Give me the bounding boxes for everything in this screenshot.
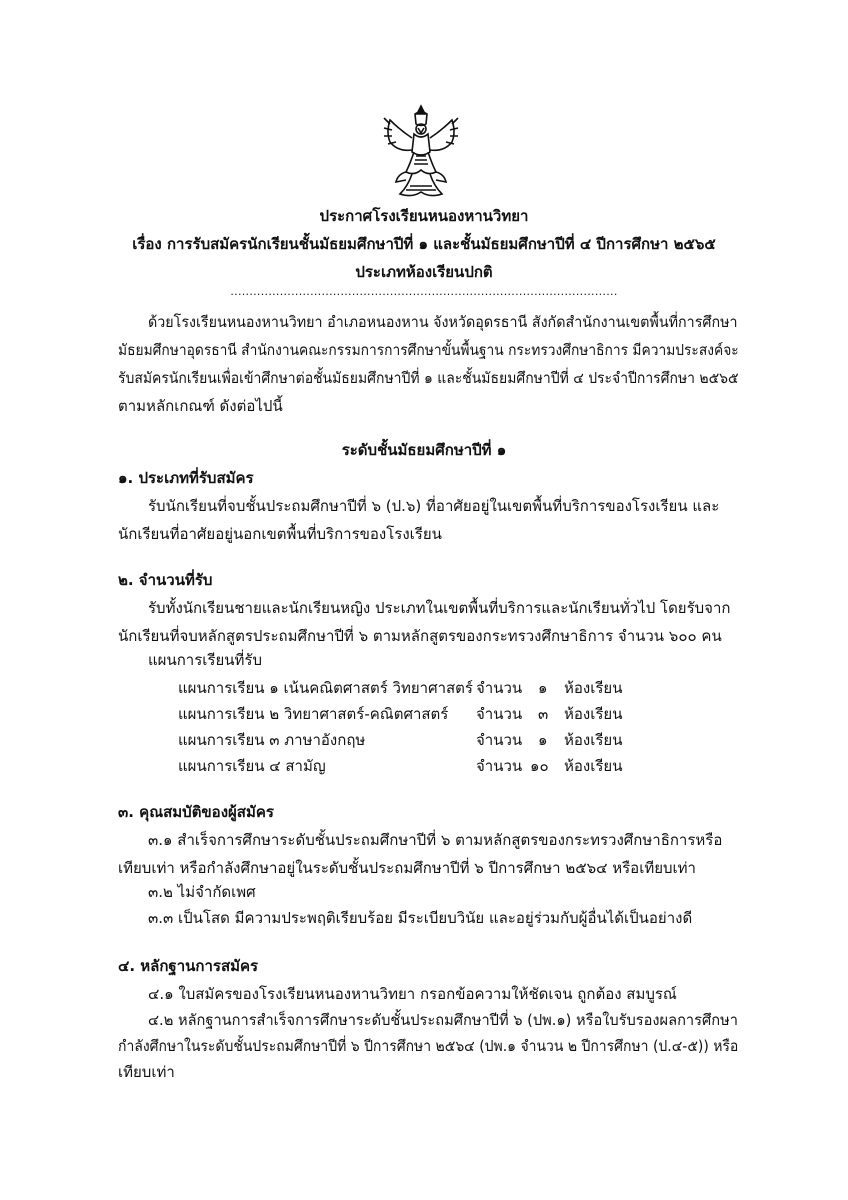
section-1-line-2: นักเรียนที่อาศัยอยู่นอกเขตพื้นที่บริการของโรงเรียน xyxy=(118,525,442,543)
section-2-title: ๒. จำนวนที่รับ xyxy=(118,571,213,589)
plan-row-1-name: แผนการเรียน ๑ เน้นคณิตศาสตร์ วิทยาศาสตร์ xyxy=(178,679,473,697)
plan-row-3-qty-label: จำนวน xyxy=(476,731,523,749)
section-4-line-4: เทียบเท่า xyxy=(118,1063,175,1081)
section-2-line-1: รับทั้งนักเรียนชายและนักเรียนหญิง ประเภทในเขตพื้นที่บริการและนักเรียนทั่วไป โดยรับจาก xyxy=(148,599,731,617)
plan-row-2-name: แผนการเรียน ๒ วิทยาศาสตร์-คณิตศาสตร์ xyxy=(178,705,449,723)
plan-row-3-unit: ห้องเรียน xyxy=(564,731,623,749)
section-4-line-1: ๔.๑ ใบสมัครของโรงเรียนหนองหานวิทยา กรอกข้อความให้ชัดเจน ถูกต้อง สมบูรณ์ xyxy=(148,985,677,1003)
announcement-title: ประกาศโรงเรียนหนองหานวิทยา xyxy=(319,207,529,225)
announcement-type: ประเภทห้องเรียนปกติ xyxy=(355,263,493,281)
intro-line-2: มัธยมศึกษาอุดรธานี สำนักงานคณะกรรมการการศึกษาขั้นพื้นฐาน กระทรวงศึกษาธิการ มีความประสงค์จะ xyxy=(118,341,739,359)
plan-row-3-name: แผนการเรียน ๓ ภาษาอังกฤษ xyxy=(178,731,366,749)
section-3-line-3: ๓.๒ ไม่จำกัดเพศ xyxy=(148,883,256,901)
plan-row-1-qty: ๑ xyxy=(538,679,548,697)
plan-row-3-qty: ๑ xyxy=(538,731,548,749)
plan-row-1-qty-label: จำนวน xyxy=(476,679,523,697)
section-4-line-3: กำลังศึกษาในระดับชั้นประถมศึกษาปีที่ ๖ ปีการศึกษา ๒๕๖๔ (ปพ.๑ จำนวน ๒ ปีการศึกษา (ป.๔-๕)) หรือ xyxy=(118,1037,739,1055)
intro-line-1: ด้วยโรงเรียนหนองหานวิทยา อำเภอหนองหาน จังหวัดอุดรธานี สังกัดสำนักงานเขตพื้นที่การศึกษา xyxy=(148,313,738,331)
level-title: ระดับชั้นมัธยมศึกษาปีที่ ๑ xyxy=(341,441,507,459)
section-1-line-1: รับนักเรียนที่จบชั้นประถมศึกษาปีที่ ๖ (ป.๖) ที่อาศัยอยู่ในเขตพื้นที่บริการของโรงเรียน และ xyxy=(148,497,720,515)
section-3-line-1: ๓.๑ สำเร็จการศึกษาระดับชั้นประถมศึกษาปีที่ ๖ ตามหลักสูตรของกระทรวงศึกษาธิการหรือ xyxy=(148,831,723,849)
announcement-subject: เรื่อง การรับสมัครนักเรียนชั้นมัธยมศึกษาปีที่ ๑ และชั้นมัธยมศึกษาปีที่ ๔ ปีการศึกษา ๒๕๖๕ xyxy=(132,235,716,253)
section-1-title: ๑. ประเภทที่รับสมัคร xyxy=(118,469,254,487)
intro-line-3: รับสมัครนักเรียนเพื่อเข้าศึกษาต่อชั้นมัธยมศึกษาปีที่ ๑ และชั้นมัธยมศึกษาปีที่ ๔ ประจำปีการศึกษา ๒๕๖๕ xyxy=(118,369,739,387)
plan-row-2-qty-label: จำนวน xyxy=(476,705,523,723)
section-4-title: ๔. หลักฐานการสมัคร xyxy=(118,957,259,975)
plan-row-4-name: แผนการเรียน ๔ สามัญ xyxy=(178,757,326,775)
plans-label: แผนการเรียนที่รับ xyxy=(148,651,262,669)
header-divider: ...................................................................................................... xyxy=(230,285,618,298)
plan-row-1-unit: ห้องเรียน xyxy=(564,679,623,697)
plan-row-4-qty-label: จำนวน xyxy=(476,757,523,775)
section-4-line-2: ๔.๒ หลักฐานการสำเร็จการศึกษาระดับชั้นประถมศึกษาปีที่ ๖ (ปพ.๑) หรือใบรับรองผลการศึกษา xyxy=(148,1011,738,1029)
garuda-emblem-icon xyxy=(376,102,466,202)
section-3-line-4: ๓.๓ เป็นโสด มีความประพฤติเรียบร้อย มีระเบียบวินัย และอยู่ร่วมกับผู้อื่นได้เป็นอย่างดี xyxy=(148,909,693,927)
plan-row-4-unit: ห้องเรียน xyxy=(564,757,623,775)
section-3-title: ๓. คุณสมบัติของผู้สมัคร xyxy=(118,803,274,821)
plan-row-2-unit: ห้องเรียน xyxy=(564,705,623,723)
section-3-line-2: เทียบเท่า หรือกำลังศึกษาอยู่ในระดับชั้นประถมศึกษาปีที่ ๖ ปีการศึกษา ๒๕๖๔ หรือเทียบเท่า xyxy=(118,859,696,877)
section-2-line-2: นักเรียนที่จบหลักสูตรประถมศึกษาปีที่ ๖ ตามหลักสูตรของกระทรวงศึกษาธิการ จำนวน ๖๐๐ คน xyxy=(118,627,722,645)
plan-row-2-qty: ๓ xyxy=(538,705,549,723)
plan-row-4-qty: ๑๐ xyxy=(530,757,549,775)
intro-line-4: ตามหลักเกณฑ์ ดังต่อไปนี้ xyxy=(118,397,283,415)
